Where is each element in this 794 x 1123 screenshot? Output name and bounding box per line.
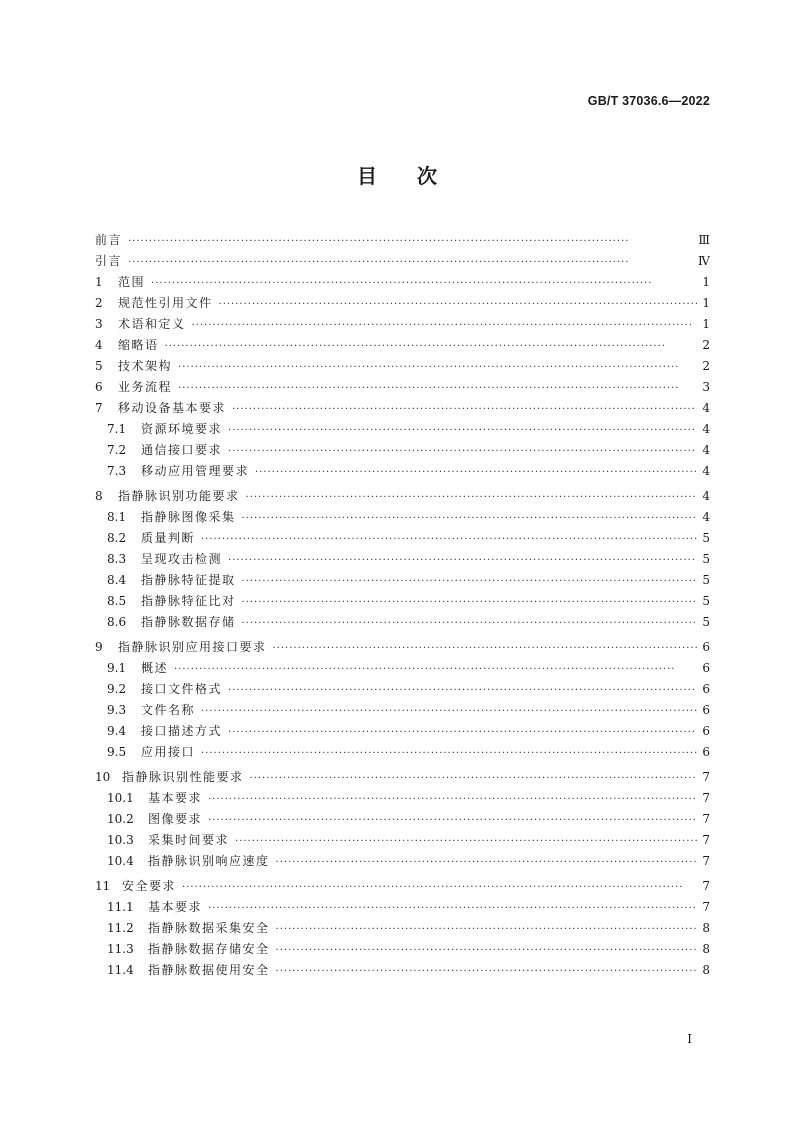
toc-entry[interactable] bbox=[95, 549, 710, 570]
toc-entry-number: 11 bbox=[95, 879, 111, 893]
toc-entry-number: 8.1 bbox=[107, 510, 127, 524]
toc-entry-number: 11.2 bbox=[107, 921, 134, 935]
toc-entry-label: 指静脉数据存储安全 bbox=[148, 942, 270, 956]
toc-entry[interactable] bbox=[95, 314, 710, 335]
toc-entry-number: 6 bbox=[95, 380, 103, 394]
toc-entry-number: 10 bbox=[95, 770, 111, 784]
toc-entry-number: 11.1 bbox=[107, 900, 134, 914]
toc-leader-dots bbox=[276, 919, 697, 940]
toc-entry-label: 移动设备基本要求 bbox=[118, 401, 227, 415]
toc-entry-number: 9.5 bbox=[107, 745, 127, 759]
toc-entry-number: 4 bbox=[95, 338, 103, 352]
toc-leader-dots bbox=[228, 441, 697, 462]
toc-entry-number: 10.1 bbox=[107, 791, 134, 805]
toc-entry-page: 6 bbox=[702, 703, 710, 717]
toc-entry[interactable] bbox=[95, 398, 710, 419]
toc-list bbox=[95, 230, 710, 981]
toc-leader-dots bbox=[276, 961, 697, 982]
toc-entry-label: 基本要求 bbox=[148, 791, 203, 805]
toc-entry-page: 4 bbox=[702, 510, 710, 524]
toc-entry-label: 指静脉数据使用安全 bbox=[148, 963, 270, 977]
toc-entry-label: 接口描述方式 bbox=[141, 724, 223, 738]
toc-leader-dots bbox=[192, 315, 697, 336]
toc-entry-number: 11.3 bbox=[107, 942, 134, 956]
toc-entry[interactable] bbox=[95, 486, 710, 507]
toc-entry[interactable] bbox=[95, 377, 710, 398]
toc-title: 目次 bbox=[357, 164, 477, 188]
toc-entry-page: 7 bbox=[702, 833, 710, 847]
toc-entry-label: 图像要求 bbox=[148, 812, 203, 826]
toc-entry[interactable] bbox=[95, 788, 710, 809]
toc-entry[interactable] bbox=[95, 767, 710, 788]
toc-entry-label: 缩略语 bbox=[118, 338, 159, 352]
toc-leader-dots bbox=[228, 550, 697, 571]
toc-entry-label: 概述 bbox=[141, 661, 169, 675]
toc-entry-label: 技术架构 bbox=[118, 359, 173, 373]
toc-entry[interactable] bbox=[95, 960, 710, 981]
toc-entry-label: 安全要求 bbox=[122, 879, 177, 893]
toc-entry-label: 采集时间要求 bbox=[148, 833, 230, 847]
toc-leader-dots bbox=[201, 743, 697, 764]
toc-leader-dots bbox=[174, 659, 697, 680]
toc-leader-dots bbox=[228, 420, 697, 441]
toc-entry-label: 指静脉识别功能要求 bbox=[118, 489, 240, 503]
toc-entry-page: 4 bbox=[702, 464, 710, 478]
toc-entry-number: 9.4 bbox=[107, 724, 127, 738]
toc-entry-page: 7 bbox=[702, 791, 710, 805]
toc-entry-number: 7 bbox=[95, 401, 103, 415]
toc-leader-dots bbox=[182, 877, 697, 898]
toc-entry-label: 术语和定义 bbox=[118, 317, 186, 331]
toc-entry-number: 7.3 bbox=[107, 464, 127, 478]
toc-entry-label: 指静脉识别应用接口要求 bbox=[118, 640, 267, 654]
toc-entry-page: Ⅲ bbox=[698, 233, 710, 247]
toc-entry-label: 移动应用管理要求 bbox=[141, 464, 250, 478]
toc-entry-page: 6 bbox=[702, 745, 710, 759]
toc-entry-page: 1 bbox=[702, 296, 710, 310]
toc-entry-number: 10.3 bbox=[107, 833, 134, 847]
standard-code: GB/T 37036.6—2022 bbox=[587, 94, 710, 108]
toc-entry-label: 规范性引用文件 bbox=[118, 296, 213, 310]
toc-entry-page: 7 bbox=[702, 854, 710, 868]
toc-entry-number: 1 bbox=[95, 275, 103, 289]
toc-entry-number: 2 bbox=[95, 296, 103, 310]
toc-leader-dots bbox=[208, 789, 697, 810]
toc-leader-dots bbox=[235, 831, 697, 852]
toc-entry-label: 前言 bbox=[95, 233, 123, 247]
toc-entry-page: 1 bbox=[702, 317, 710, 331]
toc-entry-number: 10.2 bbox=[107, 812, 134, 826]
toc-leader-dots bbox=[151, 273, 697, 294]
toc-entry[interactable] bbox=[95, 230, 710, 251]
toc-entry[interactable] bbox=[95, 658, 710, 679]
toc-entry-label: 通信接口要求 bbox=[141, 443, 223, 457]
toc-leader-dots bbox=[178, 357, 697, 378]
toc-entry-page: 5 bbox=[702, 594, 710, 608]
toc-leader-dots bbox=[165, 336, 697, 357]
toc-entry-label: 指静脉图像采集 bbox=[141, 510, 236, 524]
toc-entry-label: 引言 bbox=[95, 254, 123, 268]
toc-leader-dots bbox=[178, 378, 697, 399]
toc-leader-dots bbox=[128, 252, 695, 273]
toc-entry-number: 8.3 bbox=[107, 552, 127, 566]
toc-entry-label: 指静脉识别响应速度 bbox=[148, 854, 270, 868]
toc-leader-dots bbox=[276, 852, 697, 873]
toc-entry[interactable] bbox=[95, 461, 710, 482]
toc-entry[interactable] bbox=[95, 742, 710, 763]
toc-leader-dots bbox=[242, 508, 697, 529]
toc-entry[interactable] bbox=[95, 876, 710, 897]
toc-entry-number: 8.2 bbox=[107, 531, 127, 545]
toc-leader-dots bbox=[250, 768, 697, 789]
toc-leader-dots bbox=[219, 294, 697, 315]
toc-entry-page: 6 bbox=[702, 640, 710, 654]
toc-leader-dots bbox=[228, 680, 697, 701]
toc-entry-page: 6 bbox=[702, 682, 710, 696]
toc-entry-label: 呈现攻击检测 bbox=[141, 552, 223, 566]
toc-entry-number: 7.2 bbox=[107, 443, 127, 457]
toc-entry-page: Ⅳ bbox=[698, 254, 710, 268]
toc-entry-page: 2 bbox=[702, 338, 710, 352]
toc-entry-number: 9.1 bbox=[107, 661, 127, 675]
toc-entry[interactable] bbox=[95, 918, 710, 939]
toc-entry-number: 7.1 bbox=[107, 422, 127, 436]
toc-entry-page: 4 bbox=[702, 422, 710, 436]
toc-entry-number: 8.4 bbox=[107, 573, 127, 587]
toc-entry-page: 6 bbox=[702, 724, 710, 738]
toc-entry-label: 范围 bbox=[118, 275, 146, 289]
toc-entry[interactable] bbox=[95, 830, 710, 851]
page-number: I bbox=[687, 1032, 692, 1046]
toc-entry[interactable] bbox=[95, 591, 710, 612]
toc-entry-page: 5 bbox=[702, 531, 710, 545]
toc-leader-dots bbox=[232, 399, 697, 420]
toc-entry-label: 指静脉数据采集安全 bbox=[148, 921, 270, 935]
toc-entry[interactable] bbox=[95, 809, 710, 830]
toc-entry-number: 10.4 bbox=[107, 854, 134, 868]
toc-entry[interactable] bbox=[95, 440, 710, 461]
toc-leader-dots bbox=[228, 722, 697, 743]
toc-leader-dots bbox=[201, 701, 697, 722]
toc-leader-dots bbox=[201, 529, 697, 550]
toc-entry-label: 基本要求 bbox=[148, 900, 203, 914]
toc-entry-page: 5 bbox=[702, 552, 710, 566]
toc-entry[interactable] bbox=[95, 272, 710, 293]
toc-entry[interactable] bbox=[95, 570, 710, 591]
toc-entry[interactable] bbox=[95, 897, 710, 918]
toc-leader-dots bbox=[242, 613, 697, 634]
toc-leader-dots bbox=[208, 810, 697, 831]
toc-leader-dots bbox=[242, 592, 697, 613]
toc-entry[interactable] bbox=[95, 335, 710, 356]
toc-entry-number: 9.2 bbox=[107, 682, 127, 696]
toc-entry-page: 7 bbox=[702, 879, 710, 893]
toc-entry-page: 7 bbox=[702, 770, 710, 784]
toc-leader-dots bbox=[242, 571, 697, 592]
toc-entry[interactable] bbox=[95, 700, 710, 721]
toc-entry[interactable] bbox=[95, 637, 710, 658]
toc-entry-number: 9.3 bbox=[107, 703, 127, 717]
toc-entry-number: 3 bbox=[95, 317, 103, 331]
toc-entry[interactable] bbox=[95, 507, 710, 528]
toc-entry-page: 6 bbox=[702, 661, 710, 675]
toc-entry-page: 8 bbox=[702, 921, 710, 935]
toc-entry[interactable] bbox=[95, 721, 710, 742]
toc-entry[interactable] bbox=[95, 679, 710, 700]
toc-entry[interactable] bbox=[95, 939, 710, 960]
toc-entry-page: 7 bbox=[702, 900, 710, 914]
toc-entry[interactable] bbox=[95, 419, 710, 440]
toc-entry-page: 3 bbox=[702, 380, 710, 394]
toc-leader-dots bbox=[246, 487, 697, 508]
toc-entry-page: 7 bbox=[702, 812, 710, 826]
toc-entry-page: 1 bbox=[702, 275, 710, 289]
toc-entry-page: 4 bbox=[702, 489, 710, 503]
toc-entry[interactable] bbox=[95, 528, 710, 549]
toc-entry-label: 指静脉特征提取 bbox=[141, 573, 236, 587]
toc-entry-number: 11.4 bbox=[107, 963, 134, 977]
toc-leader-dots bbox=[208, 898, 697, 919]
toc-entry-label: 质量判断 bbox=[141, 531, 196, 545]
toc-entry[interactable] bbox=[95, 612, 710, 633]
toc-entry-page: 5 bbox=[702, 573, 710, 587]
toc-entry[interactable] bbox=[95, 251, 710, 272]
toc-entry-label: 业务流程 bbox=[118, 380, 173, 394]
toc-entry-label: 指静脉识别性能要求 bbox=[122, 770, 244, 784]
toc-entry-page: 8 bbox=[702, 942, 710, 956]
toc-entry-number: 8.6 bbox=[107, 615, 127, 629]
toc-entry-number: 9 bbox=[95, 640, 103, 654]
toc-entry[interactable] bbox=[95, 356, 710, 377]
toc-leader-dots bbox=[273, 638, 697, 659]
toc-leader-dots bbox=[276, 940, 697, 961]
toc-entry-number: 8.5 bbox=[107, 594, 127, 608]
toc-entry-label: 接口文件格式 bbox=[141, 682, 223, 696]
toc-entry-number: 5 bbox=[95, 359, 103, 373]
toc-entry[interactable] bbox=[95, 851, 710, 872]
toc-entry-page: 5 bbox=[702, 615, 710, 629]
toc-leader-dots bbox=[128, 231, 695, 252]
toc-entry-label: 应用接口 bbox=[141, 745, 196, 759]
toc-entry-page: 4 bbox=[702, 443, 710, 457]
toc-leader-dots bbox=[255, 462, 697, 483]
toc-entry-label: 指静脉数据存储 bbox=[141, 615, 236, 629]
toc-entry-label: 指静脉特征比对 bbox=[141, 594, 236, 608]
toc-entry-page: 2 bbox=[702, 359, 710, 373]
toc-entry-label: 资源环境要求 bbox=[141, 422, 223, 436]
toc-entry-number: 8 bbox=[95, 489, 103, 503]
toc-entry[interactable] bbox=[95, 293, 710, 314]
toc-entry-label: 文件名称 bbox=[141, 703, 196, 717]
toc-entry-page: 4 bbox=[702, 401, 710, 415]
toc-entry-page: 8 bbox=[702, 963, 710, 977]
